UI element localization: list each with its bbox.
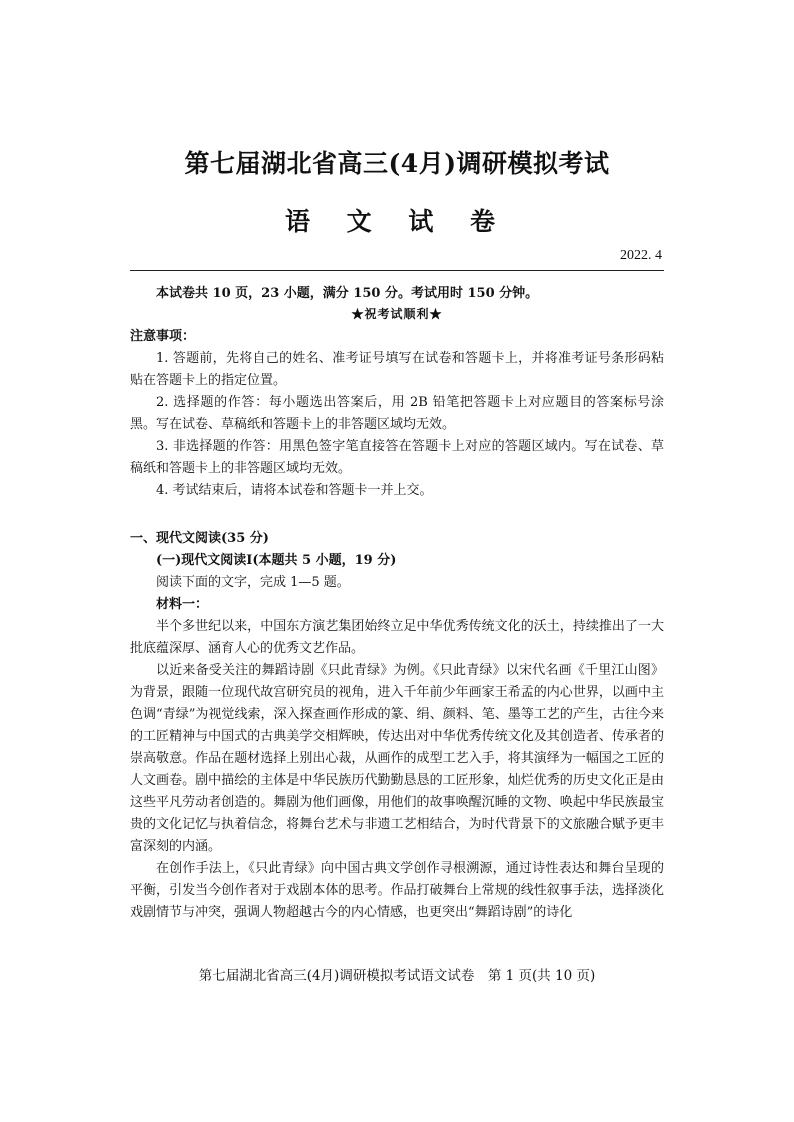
notice-item: 3. 非选择题的作答：用黑色签字笔直接答在答题卡上对应的答题区域内。写在试卷、草稿纸和答题卡上的非答题区域均无效。 [130,439,664,476]
material-paragraph: 以近来备受关注的舞蹈诗剧《只此青绿》为例。《只此青绿》以宋代名画《千里江山图》为背景，跟随一位现代故宫研究员的视角，进入千年前少年画家王希孟的内心世界，以画中主色调“青绿”为视觉线索，深入探查画作形成的篆、绢、颜料、笔、墨等工艺的产生，古往今来的工匠精神与中国式的古典美学交相辉映，传达出对中华优秀传统文化及其创造者、传承者的崇高敬意。作品在题材选择上别出心裁，从画作的成型工艺入手，将其演绎为一幅国之工匠的人文画卷。剧中描绘的主体是中华民族历代勤勤恳恳的工匠形象，灿烂优秀的历史文化正是由这些平凡劳动者创造的。舞剧为他们画像，用他们的故事唤醒沉睡的文物、唤起中华民族最宝贵的文化记忆与执着信念，将舞台艺术与非遗工艺相结合，为时代背景下的文旅融合赋予更丰富深刻的内涵。 [130,663,664,854]
subsection-heading: (一)现代文阅读Ⅰ(本题共 5 小题，19 分) [156,553,397,568]
exam-subject-title: 语 文 试 卷 [284,207,510,236]
material-paragraph: 在创作手法上，《只此青绿》向中国古典文学创作寻根溯源，通过诗性表达和舞台呈现的平衡，引发当今创作者对于戏剧本体的思考。作品打破舞台上常规的线性叙事手法，选择淡化戏剧情节与冲突，强调人物超越古今的内心情感，也更突出“舞蹈诗剧”的诗化 [130,861,664,920]
reading-instruction: 阅读下面的文字，完成 1—5 题。 [156,575,350,590]
header-divider [130,270,664,271]
section-heading: 一、现代文阅读(35 分) [130,531,269,546]
notice-item: 1. 答题前，先将自己的姓名、准考证号填写在试卷和答题卡上，并将准考证号条形码粘贴在答题卡上的指定位置。 [130,351,664,388]
material-label: 材料一： [156,597,209,612]
exam-date: 2022. 4 [620,248,662,263]
material-paragraph: 半个多世纪以来，中国东方演艺集团始终立足中华优秀传统文化的沃土，持续推出了一大批底蕴深厚、涵育人心的优秀文艺作品。 [130,619,664,656]
section-modern-reading [130,528,664,924]
notice-item: 2. 选择题的作答：每小题选出答案后，用 2B 铅笔把答题卡上对应题目的答案标号涂黑。写在试卷、草稿纸和答题卡上的非答题区域均无效。 [130,395,664,432]
exam-info-block [130,283,664,305]
exam-info: 本试卷共 10 页，23 小题，满分 150 分。考试用时 150 分钟。 [156,286,539,301]
notice-heading: 注意事项： [130,329,196,344]
page-footer: 第七届湖北省高三(4月)调研模拟考试语文试卷 第 1 页(共 10 页) [198,968,596,984]
exam-title: 第七届湖北省高三(4月)调研模拟考试 [184,149,610,178]
notice-item: 4. 考试结束后，请将本试卷和答题卡一并上交。 [156,483,433,498]
notice-section [130,326,664,502]
good-luck-banner: ★祝考试顺利★ [351,307,443,321]
